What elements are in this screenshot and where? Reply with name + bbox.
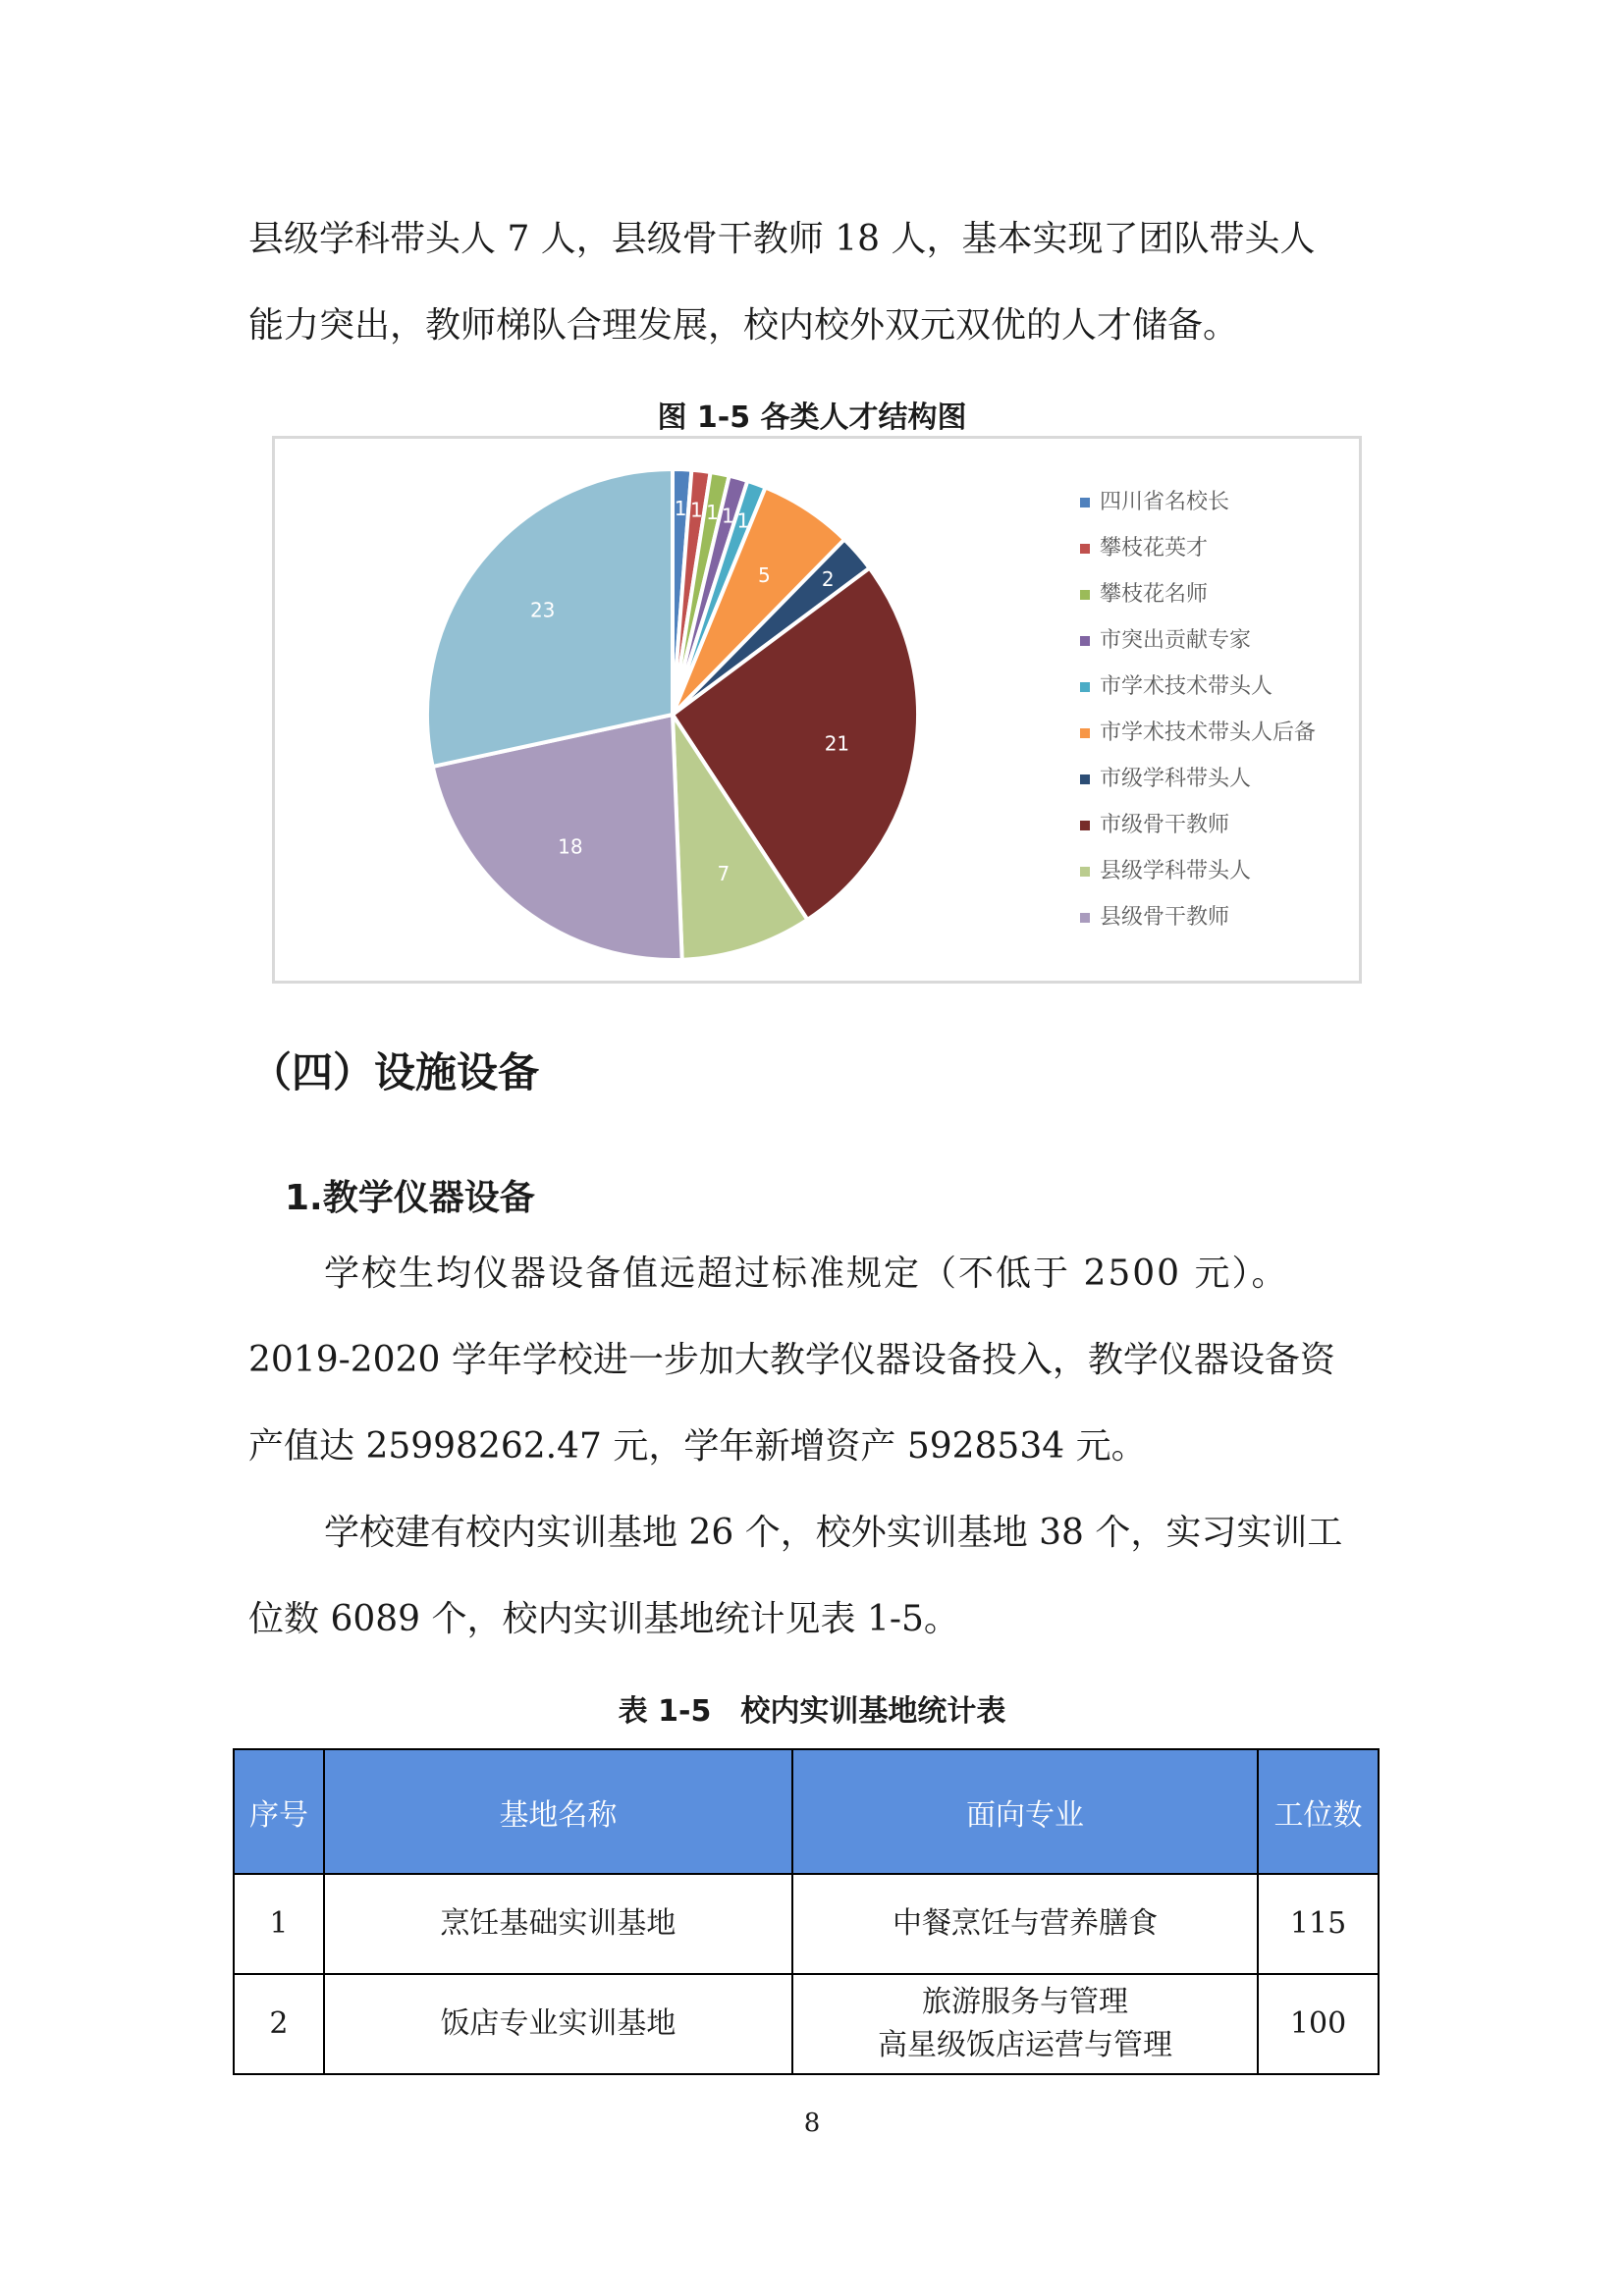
legend-label: 市学术技术带头人	[1100, 674, 1273, 699]
header-base-name: 基地名称	[324, 1749, 792, 1874]
legend-label: 攀枝花英才	[1100, 536, 1209, 561]
para1-line-2: 2019-2020 学年学校进一步加大教学仪器设备投入，教学仪器设备资	[248, 1340, 1335, 1380]
legend-swatch	[1080, 682, 1090, 692]
slice-value-label: 23	[529, 598, 556, 622]
major-line: 旅游服务与管理	[922, 1985, 1129, 2019]
legend-swatch	[1080, 821, 1090, 830]
legend-swatch	[1080, 728, 1090, 738]
header-no: 序号	[234, 1749, 324, 1874]
cell-stations: 100	[1258, 1974, 1379, 2074]
legend-label: 市级骨干教师	[1100, 813, 1230, 837]
slice-value-label: 1	[736, 508, 750, 533]
legend-swatch	[1080, 867, 1090, 877]
table-row	[234, 1974, 1379, 2074]
slice-value-label: 7	[717, 861, 731, 885]
major-line: 中餐烹饪与营养膳食	[893, 1906, 1159, 1941]
intro-line-2: 能力突出，教师梯队合理发展，校内校外双元双优的人才储备。	[248, 305, 1239, 346]
intro-line-1: 县级学科带头人 7 人，县级骨干教师 18 人，基本实现了团队带头人	[248, 219, 1316, 259]
legend-swatch	[1080, 636, 1090, 646]
slice-value-label: 21	[824, 731, 850, 756]
major-line: 高星级饭店运营与管理	[878, 2028, 1173, 2062]
cell-no: 1	[234, 1874, 324, 1974]
slice-value-label: 2	[821, 566, 835, 591]
slice-value-label: 5	[758, 562, 771, 587]
pie-chart	[272, 436, 1362, 984]
para1-line-1: 学校生均仪器设备值远超过标准规定（不低于 2500 元）。	[324, 1254, 1289, 1294]
figure-caption: 图 1-5 各类人才结构图	[657, 400, 967, 435]
training-base-table	[233, 1748, 1380, 2075]
legend-label: 市学术技术带头人后备	[1100, 721, 1317, 745]
legend-swatch	[1080, 774, 1090, 784]
legend-label: 县级学科带头人	[1100, 859, 1252, 883]
section-heading: （四）设施设备	[250, 1048, 540, 1096]
cell-majors	[792, 1974, 1258, 2074]
header-stations: 工位数	[1258, 1749, 1379, 1874]
cell-base-name: 饭店专业实训基地	[324, 1974, 792, 2074]
cell-no: 2	[234, 1974, 324, 2074]
slice-value-label: 1	[674, 497, 687, 521]
legend-swatch	[1080, 913, 1090, 923]
slice-value-label: 1	[706, 500, 719, 524]
cell-majors	[792, 1874, 1258, 1974]
para2-line-2: 位数 6089 个，校内实训基地统计见表 1-5。	[248, 1599, 959, 1639]
header-majors: 面向专业	[792, 1749, 1258, 1874]
legend-swatch	[1080, 544, 1090, 554]
legend-swatch	[1080, 590, 1090, 600]
para1-line-3: 产值达 25998262.47 元，学年新增资产 5928534 元。	[248, 1426, 1147, 1467]
legend-label: 市级学科带头人	[1100, 767, 1252, 791]
legend-label: 四川省名校长	[1100, 490, 1230, 514]
slice-value-label: 1	[690, 498, 703, 522]
legend-label: 市突出贡献专家	[1100, 628, 1252, 653]
legend-label: 县级骨干教师	[1100, 905, 1230, 930]
table-row	[234, 1874, 1379, 1974]
pie-chart-svg	[275, 439, 1359, 981]
cell-stations: 115	[1258, 1874, 1379, 1974]
cell-base-name: 烹饪基础实训基地	[324, 1874, 792, 1974]
slice-value-label: 18	[558, 834, 583, 859]
slice-value-label: 1	[721, 504, 734, 528]
page-number: 8	[803, 2109, 821, 2138]
legend-swatch	[1080, 498, 1090, 507]
table-header-row	[234, 1749, 1379, 1874]
table-caption: 表 1-5 校内实训基地统计表	[618, 1694, 1006, 1729]
subsection-heading: 1.教学仪器设备	[285, 1178, 535, 1218]
para2-line-1: 学校建有校内实训基地 26 个，校外实训基地 38 个，实习实训工	[324, 1513, 1343, 1553]
legend-label: 攀枝花名师	[1100, 582, 1209, 607]
